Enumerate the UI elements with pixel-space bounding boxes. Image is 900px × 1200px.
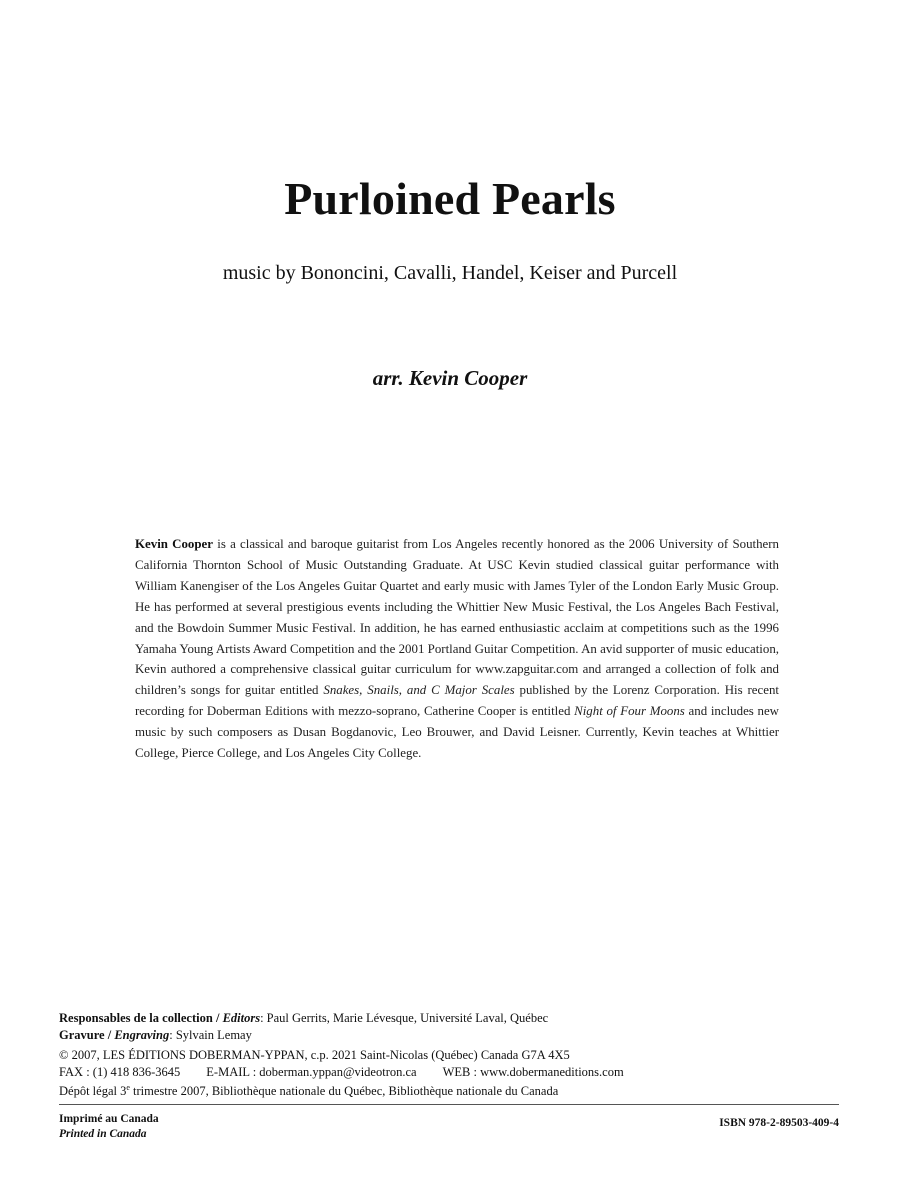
engraving-line bbox=[59, 1027, 849, 1044]
bio-text-1: is a classical and baroque guitarist from Los Angeles recently honored as the 2006 University of Southern California Thornton School of Music Outstanding Graduate. At USC Kevin studied classical guitar performance with William Kanengiser of the Los Angeles Guitar Quartet and early music with James Tyler of the London Early Music Group. He has performed at several prestigious events including the Whittier New Music Festival, the Los Angeles Bach Festival, and the Bowdoin Summer Music Festival. In addition, he has earned enthusiastic acclaim at competitions such as the 1996 Yamaha Young Artists Award Competition and the 2001 Portland Guitar Competition. An avid supporter of music education, Kevin authored a comprehensive classical guitar curriculum for www.zapguitar.com and arranged a collection of folk and children’s songs for guitar entitled bbox=[135, 537, 779, 698]
isbn: ISBN 978-2-89503-409-4 bbox=[719, 1117, 839, 1129]
editors-line bbox=[59, 1010, 849, 1027]
printed-in-fr: Imprimé au Canada bbox=[59, 1113, 159, 1125]
bio-name: Kevin Cooper bbox=[135, 537, 213, 551]
bio-text-3: and includes new music by such composers as Dusan Bogdanovic, Leo Brouwer, and David Leisner. Currently, Kevin teaches at Whittier College, Pierce College, and Los Angeles City College. bbox=[135, 704, 779, 761]
email-address: E-MAIL : doberman.yppan@videotron.ca bbox=[206, 1064, 417, 1079]
biography-paragraph bbox=[135, 534, 779, 764]
legal-deposit-2: trimestre 2007, Bibliothèque nationale du Québec, Bibliothèque nationale du Canada bbox=[129, 1084, 559, 1099]
footer-divider bbox=[59, 1104, 839, 1105]
legal-deposit-1: Dépôt légal 3 bbox=[59, 1084, 127, 1099]
bio-text-2: published by the Lorenz Corporation. His recent recording for Doberman Editions with mezzo-soprano, Catherine Cooper is entitled bbox=[135, 683, 779, 719]
composers-subtitle: music by Bononcini, Cavalli, Handel, Keiser and Purcell bbox=[222, 262, 678, 284]
website: WEB : www.dobermaneditions.com bbox=[442, 1064, 624, 1079]
editors-value: : Paul Gerrits, Marie Lévesque, Université Laval, Québec bbox=[260, 1011, 549, 1025]
engraving-label-en: Engraving bbox=[114, 1027, 170, 1042]
engraving-label: Gravure bbox=[59, 1027, 105, 1042]
legal-deposit-line bbox=[59, 1080, 849, 1100]
printed-in-en: Printed in Canada bbox=[59, 1128, 147, 1140]
engraving-separator: / bbox=[104, 1027, 115, 1042]
legal-deposit-sup: e bbox=[126, 1083, 130, 1092]
publication-credits bbox=[59, 1010, 849, 1100]
bio-recording-title: Night of Four Moons bbox=[574, 704, 685, 719]
page-title: Purloined Pearls bbox=[284, 173, 616, 224]
bio-book-title: Snakes, Snails, and C Major Scales bbox=[323, 683, 515, 698]
contact-line bbox=[59, 1064, 849, 1081]
arranger-credit: arr. Kevin Cooper bbox=[372, 366, 528, 390]
engraving-value: : Sylvain Lemay bbox=[169, 1027, 252, 1042]
editors-label-en: Editors bbox=[222, 1011, 261, 1025]
editors-label: Responsables de la collection bbox=[59, 1011, 213, 1025]
copyright-line: © 2007, LES ÉDITIONS DOBERMAN-YPPAN, c.p. 2021 Saint-Nicolas (Québec) Canada G7A 4X5 bbox=[59, 1048, 570, 1062]
imprint bbox=[59, 1112, 159, 1142]
editors-separator: / bbox=[212, 1011, 223, 1025]
fax-number: FAX : (1) 418 836-3645 bbox=[59, 1064, 181, 1079]
